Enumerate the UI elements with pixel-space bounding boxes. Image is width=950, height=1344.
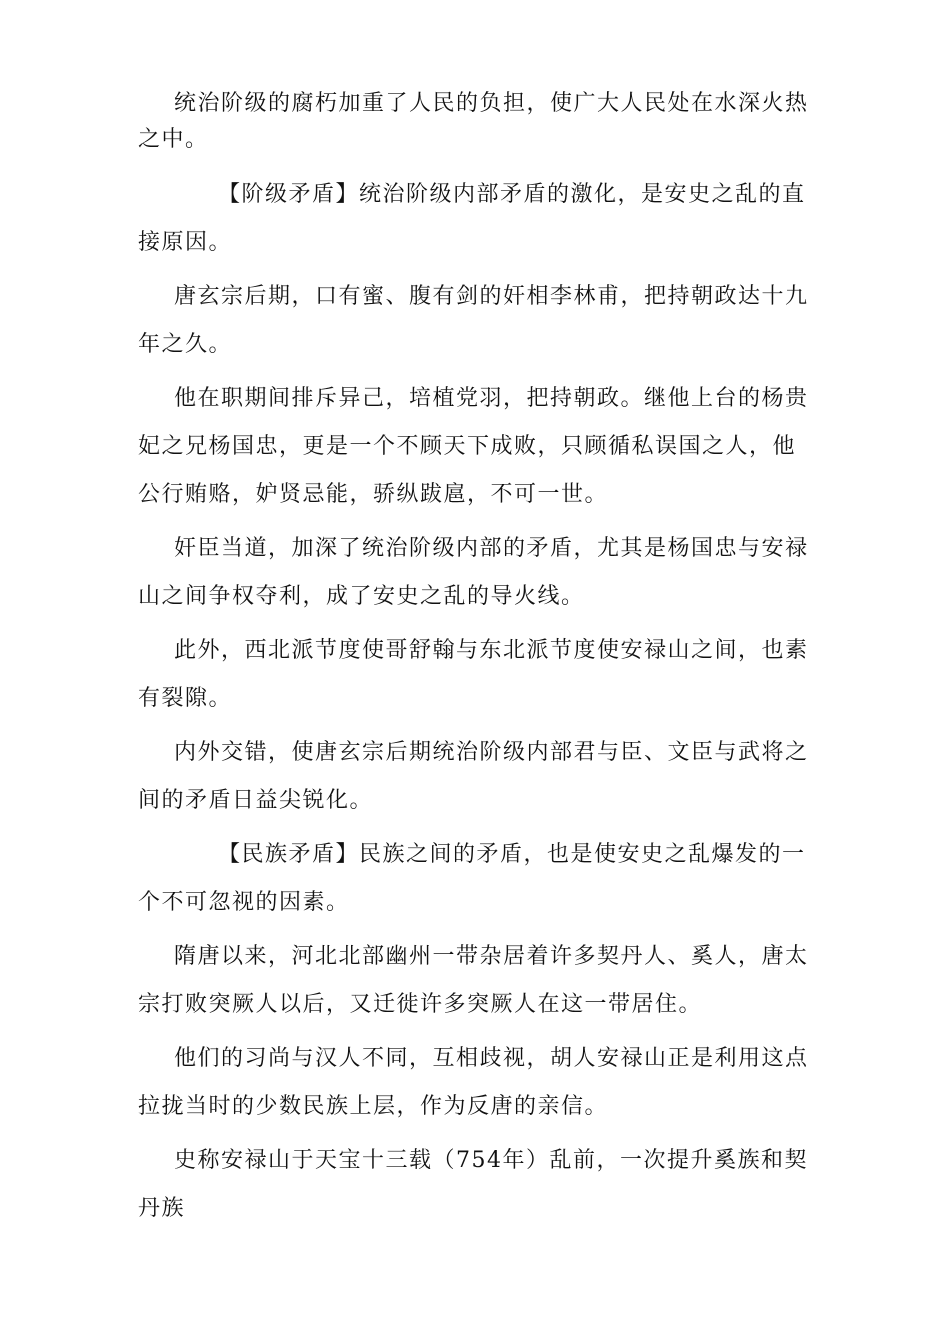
paragraph: 此外，西北派节度使哥舒翰与东北派节度使安禄山之间，也素有裂隙。 (138, 638, 809, 711)
paragraph: 他们的习尚与汉人不同，互相歧视，胡人安禄山正是利用这点拉拢当时的少数民族上层，作为反唐的亲信。 (138, 1046, 809, 1119)
paragraph-ethnic-conflict: 【民族矛盾】民族之间的矛盾，也是使安史之乱爆发的一个不可忽视的因素。 (138, 842, 806, 915)
document-page (138, 86, 818, 1239)
paragraph: 唐玄宗后期，口有蜜、腹有剑的奸相李林甫，把持朝政达十九年之久。 (138, 284, 809, 357)
paragraph: 史称安禄山于天宝十三载（754年）乱前，一次提升奚族和契丹族 (138, 1148, 808, 1221)
paragraph: 隋唐以来，河北北部幽州一带杂居着许多契丹人、奚人，唐太宗打败突厥人以后，又迁徙许多突厥人在这一带居住。 (138, 944, 809, 1017)
paragraph: 内外交错，使唐玄宗后期统治阶级内部君与臣、文臣与武将之间的矛盾日益尖锐化。 (138, 740, 809, 813)
paragraph: 他在职期间排斥异己，培植党羽，把持朝政。继他上台的杨贵妃之兄杨国忠，更是一个不顾天下成败，只顾循私误国之人，他公行贿赂，妒贤忌能，骄纵跋扈，不可一世。 (138, 386, 809, 507)
paragraph: 奸臣当道，加深了统治阶级内部的矛盾，尤其是杨国忠与安禄山之间争权夺利，成了安史之乱的导火线。 (138, 536, 809, 609)
paragraph: 统治阶级的腐朽加重了人民的负担，使广大人民处在水深火热之中。 (138, 91, 809, 152)
paragraph-class-conflict: 【阶级矛盾】统治阶级内部矛盾的激化，是安史之乱的直接原因。 (138, 182, 806, 255)
